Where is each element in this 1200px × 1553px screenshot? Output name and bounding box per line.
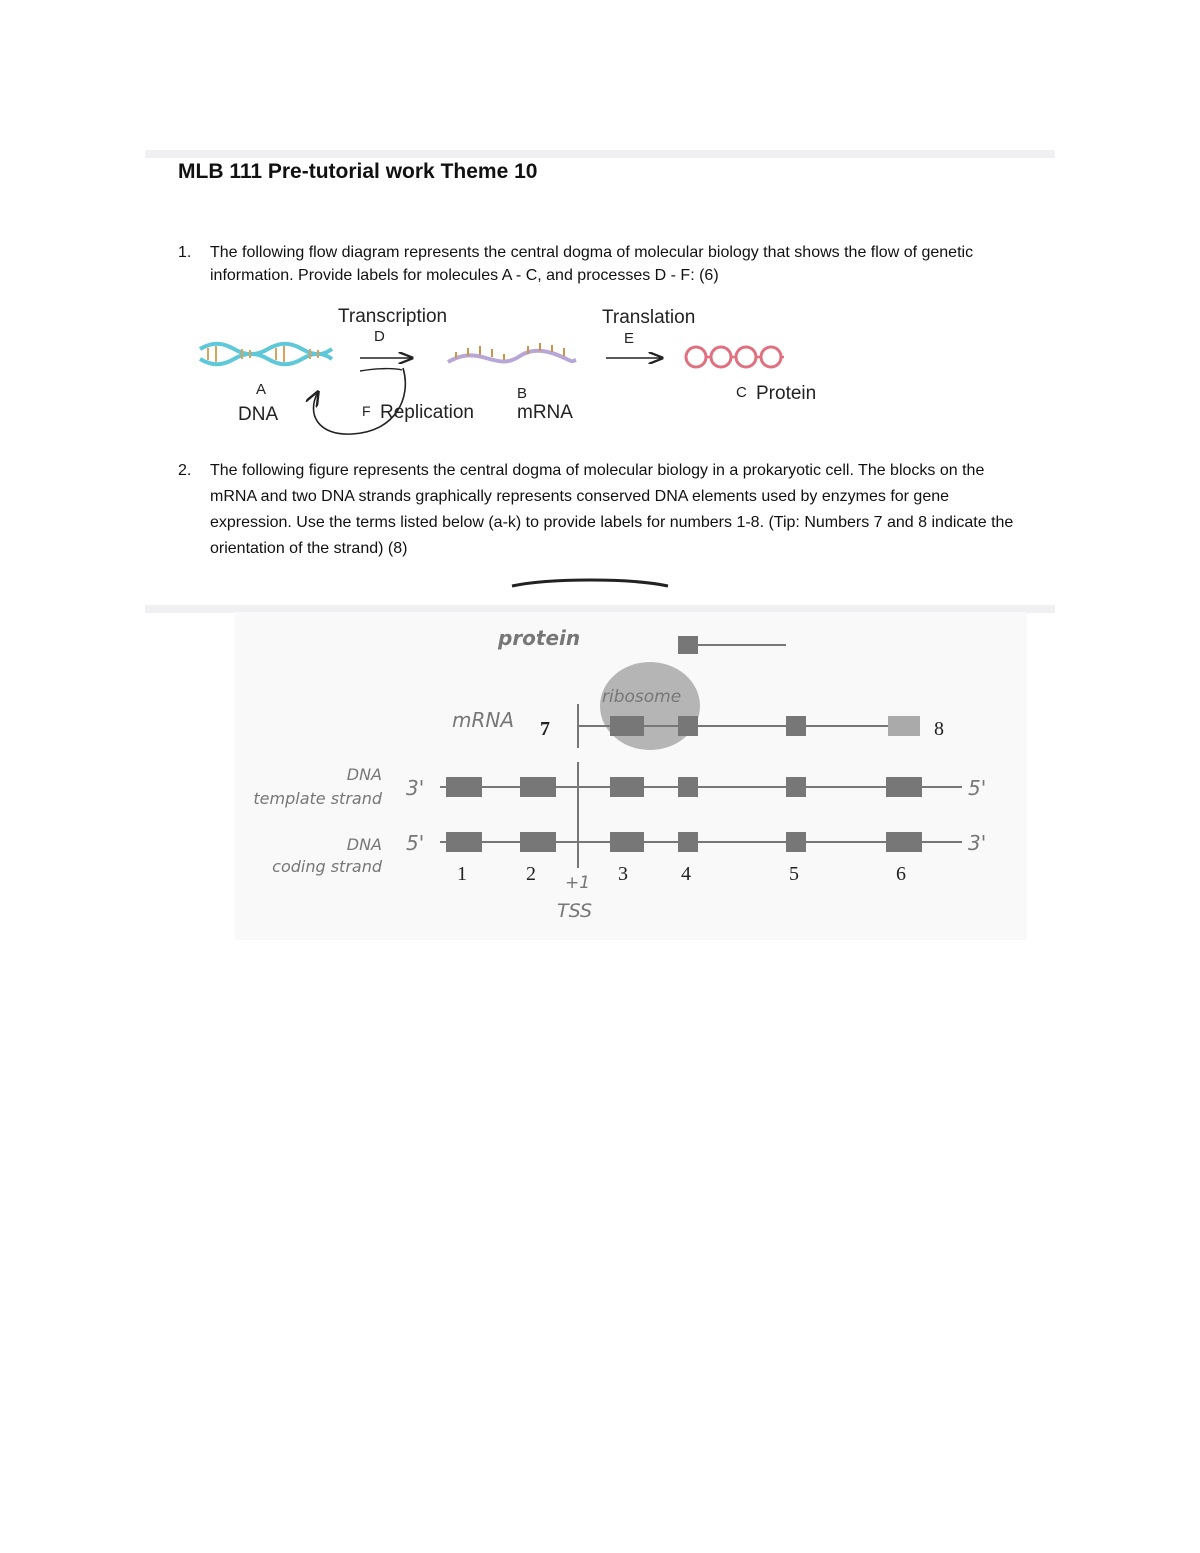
- template-block-2: [520, 777, 556, 797]
- protein-block: [678, 636, 698, 654]
- template-block-3: [610, 777, 644, 797]
- template-block-6: [886, 777, 922, 797]
- tss-label: TSS: [557, 900, 593, 922]
- translation-label: Translation: [602, 307, 696, 328]
- coding-strand-label-1: DNA: [346, 835, 382, 854]
- label-8: 8: [934, 718, 944, 740]
- template-strand-label-1: DNA: [346, 765, 382, 784]
- template-strand-label-2: template strand: [253, 789, 382, 808]
- mrna-block-4: [678, 716, 698, 736]
- mrna-block-3: [610, 716, 644, 736]
- molecule-a-label: A: [256, 381, 267, 398]
- coding-block-3: [610, 832, 644, 852]
- process-f-label: F: [362, 403, 371, 419]
- template-block-4: [678, 777, 698, 797]
- coding-block-5: [786, 832, 806, 852]
- question-1-number: 1.: [178, 244, 192, 261]
- mrna-label: mRNA: [517, 402, 573, 423]
- template-left-end: 3': [406, 776, 425, 800]
- coding-right-end: 3': [968, 831, 987, 855]
- label-3: 3: [618, 863, 628, 885]
- label-7: 7: [540, 718, 550, 740]
- ribosome-text: ribosome: [602, 687, 682, 707]
- molecule-c-label: C: [736, 384, 747, 401]
- mrna-block-6: [888, 716, 920, 736]
- label-4: 4: [681, 863, 691, 885]
- dna-label: DNA: [238, 404, 279, 425]
- template-block-5: [786, 777, 806, 797]
- process-d-label: D: [374, 328, 385, 345]
- coding-block-4: [678, 832, 698, 852]
- page-title: MLB 111 Pre-tutorial work Theme 10: [178, 160, 538, 183]
- molecule-b-label: B: [517, 385, 528, 402]
- mrna-text: mRNA: [452, 708, 515, 732]
- coding-block-1: [446, 832, 482, 852]
- coding-left-end: 5': [406, 831, 425, 855]
- plus-one-label: +1: [565, 873, 591, 893]
- replication-label: Replication: [380, 402, 474, 423]
- coding-block-2: [520, 832, 556, 852]
- question-2-number: 2.: [178, 462, 192, 479]
- transcription-label: Transcription: [338, 306, 448, 327]
- scroll-edge-mark: [512, 580, 668, 586]
- question-2-text: The following figure represents the central dogma of molecular biology in a prokaryotic cell. The blocks on the mRNA and two DNA strands graphically represents conserved DNA elements used by enzymes for gene expression. Use the terms listed below (a-k) to provide labels for numbers 1-8. (Tip: Numbers 7 and 8 indicate the orientation of the strand) (8): [210, 462, 1014, 557]
- coding-strand-label-2: coding strand: [272, 857, 382, 876]
- label-6: 6: [896, 863, 906, 885]
- template-block-1: [446, 777, 482, 797]
- protein-text: protein: [498, 626, 581, 650]
- label-2: 2: [526, 863, 536, 885]
- mrna-block-5: [786, 716, 806, 736]
- label-1: 1: [457, 863, 467, 885]
- process-e-label: E: [624, 330, 635, 347]
- question-1-text: The following flow diagram represents the central dogma of molecular biology that shows the flow of genetic information. Provide labels for molecules A - C, and processes D - F: (6): [210, 244, 974, 284]
- coding-block-6: [886, 832, 922, 852]
- protein-label: Protein: [756, 383, 817, 404]
- template-right-end: 5': [968, 776, 987, 800]
- label-5: 5: [789, 863, 799, 885]
